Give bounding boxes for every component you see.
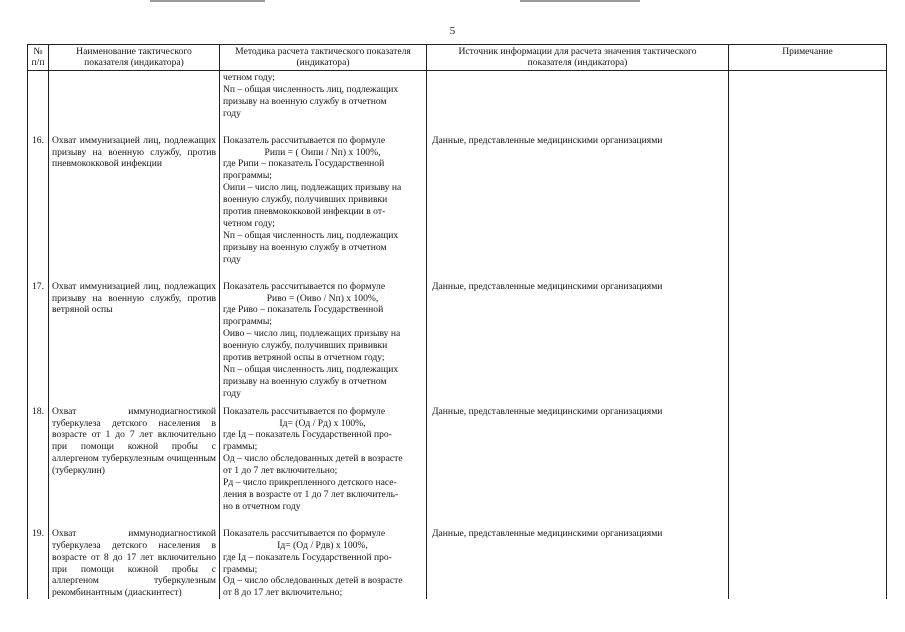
row-gap (28, 120, 887, 134)
method-line: призыву на военную службу в отчетном (223, 375, 387, 387)
method-line: программы; (223, 316, 272, 328)
indicator-name: Охват иммунизацией лиц, подлежащих призыву на военную службу, против ветряной оспы (49, 280, 220, 400)
method-line: Nп – общая численность лиц, подлежащих (223, 363, 399, 375)
method-line: от 1 до 7 лет включительно; (223, 465, 338, 477)
row-number: 19. (28, 527, 49, 599)
method-line: году (223, 253, 241, 265)
formula: Iд= (Oд / Pдв) x 100%, (277, 539, 368, 551)
source-cell: Данные, представленные медицинскими организациями (427, 405, 729, 513)
header-note: Примечание (729, 45, 887, 71)
indicator-name: Охват иммунодиагностикой туберкулеза детского населения в возрасте от 8 до 17 лет включительно при помощи кожной пробы с аллергеном туберкулезным рекомбинантным (диаскинтест) (49, 527, 220, 599)
method-line: Oд – число обследованных детей в возрасте (223, 453, 403, 465)
method-line: программы; (223, 170, 272, 182)
source-cell: Данные, представленные медицинскими организациями (427, 134, 729, 266)
table-row (28, 405, 887, 513)
source-cell: Данные, представленные медицинскими организациями (427, 527, 729, 599)
page-number: 5 (449, 25, 456, 37)
method-cell (220, 71, 427, 120)
formula: Iд= (Oд / Pд) x 100%, (279, 417, 366, 429)
method-line: году (223, 387, 241, 399)
row-gap (28, 266, 887, 280)
table-row (28, 134, 887, 266)
header-num: № п/п (28, 45, 49, 71)
method-line: призыву на военную службу в отчетном (223, 241, 387, 253)
table-row-continuation (28, 71, 887, 120)
method-line: против ветряной оспы в отчетном году; (223, 352, 385, 364)
method-line: граммы; (223, 441, 258, 453)
method-line: военную службу, получивших прививки (223, 194, 388, 206)
method-line: Pд – число прикрепленного детского насе- (223, 477, 397, 489)
method-cell (220, 280, 427, 400)
method-cell (220, 134, 427, 266)
row-number: 17. (28, 280, 49, 400)
note-cell (729, 280, 887, 400)
table-row (28, 527, 887, 599)
method-line: от 8 до 17 лет включительно; (223, 587, 343, 599)
method-line: где Pиво – показатель Государственной (223, 304, 384, 316)
method-line: где Iд – показатель Государственной про- (223, 551, 392, 563)
method-line: где Pипи – показатель Государственной (223, 158, 385, 170)
row-gap (28, 513, 887, 527)
scan-artifact-left (150, 0, 265, 2)
method-line: против пневмококковой инфекции в от- (223, 206, 386, 218)
method-line: четном году; (223, 217, 275, 229)
header-source: Источник информации для расчета значения тактического показателя (индикатора) (427, 45, 729, 71)
note-cell (729, 405, 887, 513)
method-line: граммы; (223, 563, 258, 575)
source-cell: Данные, представленные медицинскими организациями (427, 280, 729, 400)
note-cell (729, 527, 887, 599)
header-name: Наименование тактического показателя (индикатора) (49, 45, 220, 71)
method-line: где Iд – показатель Государственной про- (223, 429, 392, 441)
method-line: Показатель рассчитывается по формуле (223, 405, 386, 417)
method-line: Nп – общая численность лиц, подлежащих (223, 83, 399, 95)
method-line: военную службу, получивших прививки (223, 340, 388, 352)
note-cell (729, 134, 887, 266)
indicator-name: Охват иммунодиагностикой туберкулеза детского населения в возрасте от 1 до 7 лет включительно при помощи кожной пробы с аллергеном туберкулезным очищенным (туберкулин) (49, 405, 220, 513)
row-number: 18. (28, 405, 49, 513)
method-line: Показатель рассчитывается по формуле (223, 134, 386, 146)
method-line: Oд – число обследованных детей в возрасте (223, 575, 403, 587)
table-row (28, 280, 887, 400)
method-cell (220, 405, 427, 513)
method-line: Oиво – число лиц, подлежащих призыву на (223, 328, 401, 340)
method-cell (220, 527, 427, 599)
indicator-name: Охват иммунизацией лиц, подлежащих призыву на военную службу, против пневмококковой инфекции (49, 134, 220, 266)
method-line: призыву на военную службу в отчетном (223, 95, 387, 107)
method-line: Показатель рассчитывается по формуле (223, 527, 386, 539)
scan-artifact-right (520, 0, 640, 2)
indicators-table (27, 44, 887, 599)
method-line: Показатель рассчитывается по формуле (223, 280, 386, 292)
method-line: но в отчетном году (223, 500, 301, 512)
method-line: ления в возрасте от 1 до 7 лет включитель- (223, 489, 399, 500)
method-line: Oипи – число лиц, подлежащих призыву на (223, 182, 402, 194)
formula: Pиво = (Oиво / Nп) x 100%, (266, 292, 379, 304)
method-line: Nп – общая численность лиц, подлежащих (223, 229, 399, 241)
method-line: четном году; (223, 72, 275, 83)
header-method: Методика расчета тактического показателя (индикатора) (220, 45, 427, 71)
table-header (28, 45, 887, 71)
row-number: 16. (28, 134, 49, 266)
formula: Pипи = ( Oипи / Nп) x 100%, (264, 146, 381, 158)
method-line: году (223, 107, 241, 119)
